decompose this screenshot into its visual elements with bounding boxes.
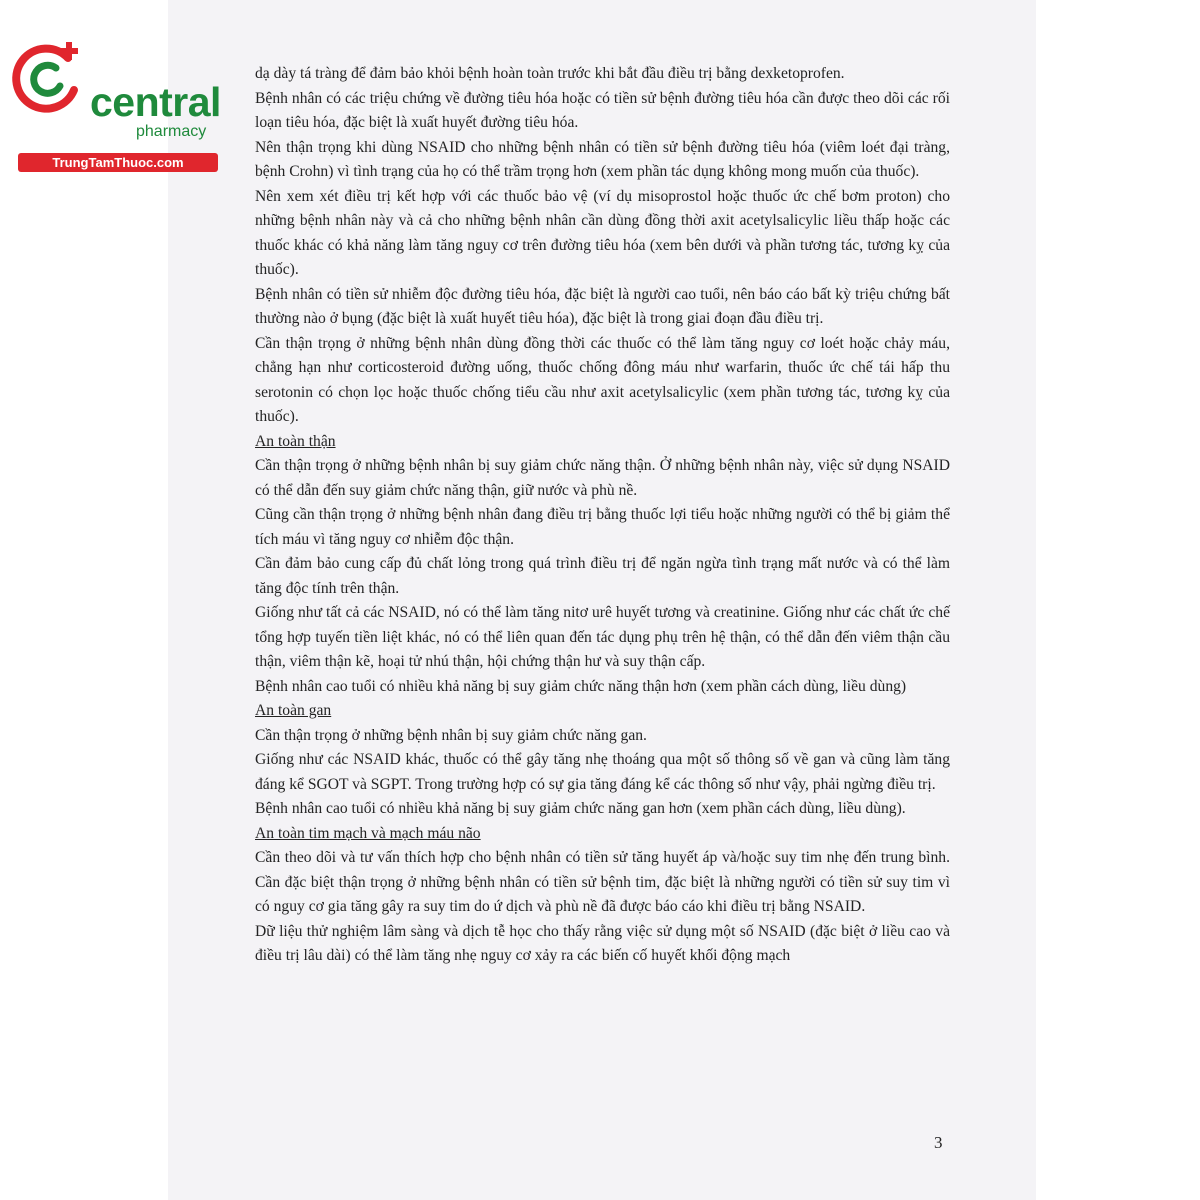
brand-name: central bbox=[90, 79, 221, 125]
paragraph: Bệnh nhân có tiền sử nhiễm độc đường tiêu hóa, đặc biệt là người cao tuổi, nên báo cáo bất kỳ triệu chứng bất thường nào ở bụng (đặc biệt là xuất huyết tiêu hóa), đặc biệt là trong giai đoạn đầu điều trị. bbox=[255, 285, 950, 327]
paragraph: Cần theo dõi và tư vấn thích hợp cho bệnh nhân có tiền sử tăng huyết áp và/hoặc suy tim nhẹ đến trung bình. Cần đặc biệt thận trọng ở những bệnh nhân có tiền sử bệnh tim, đặc biệt là những người có tiền sử suy tim vì có nguy cơ gia tăng gây ra suy tim do ứ dịch và phù nề đã được báo cáo khi điều trị bằng NSAID. bbox=[255, 849, 950, 915]
paragraph: Bệnh nhân cao tuổi có nhiều khả năng bị suy giảm chức năng thận hơn (xem phần cách dùng, liều dùng) bbox=[255, 677, 907, 695]
brand-url[interactable]: TrungTamThuoc.com bbox=[18, 153, 218, 172]
paragraph: dạ dày tá tràng để đảm bảo khỏi bệnh hoàn toàn trước khi bắt đầu điều trị bằng dexketoprofen. bbox=[255, 65, 845, 82]
paragraph: Cũng cần thận trọng ở những bệnh nhân đang điều trị bằng thuốc lợi tiểu hoặc những người có thể bị giảm thể tích máu vì tăng nguy cơ nhiễm độc thận. bbox=[255, 506, 950, 548]
paragraph: Giống như các NSAID khác, thuốc có thể gây tăng nhẹ thoáng qua một số thông số về gan và cũng làm tăng đáng kể SGOT và SGPT. Trong trường hợp có sự gia tăng đáng kể các thông số như vậy, phải ngừng điều trị. bbox=[255, 751, 950, 793]
paragraph: Cần thận trọng ở những bệnh nhân dùng đồng thời các thuốc có thể làm tăng nguy cơ loét hoặc chảy máu, chẳng hạn như corticosteroid đường uống, thuốc chống đông máu như warfarin, thuốc ức chế tái hấp thu serotonin có chọn lọc hoặc thuốc chống tiểu cầu như axit acetylsalicylic (xem phần tương tác, tương kỵ của thuốc). bbox=[255, 334, 950, 425]
section-heading: An toàn thận bbox=[255, 432, 336, 450]
paragraph: Cần đảm bảo cung cấp đủ chất lỏng trong quá trình điều trị để ngăn ngừa tình trạng mất nước và có thể làm tăng độc tính trên thận. bbox=[255, 555, 950, 597]
brand-tagline: pharmacy bbox=[136, 123, 207, 140]
paragraph: Bệnh nhân cao tuổi có nhiều khả năng bị suy giảm chức năng gan hơn (xem phần cách dùng, liều dùng). bbox=[255, 800, 906, 817]
paragraph: Dữ liệu thử nghiệm lâm sàng và dịch tễ học cho thấy rằng việc sử dụng một số NSAID (đặc biệt ở liều cao và điều trị lâu dài) có thể làm tăng nhẹ nguy cơ xảy ra các biến cố huyết khối động mạch bbox=[255, 922, 950, 964]
section-heading: An toàn gan bbox=[255, 702, 332, 719]
paragraph: Cần thận trọng ở những bệnh nhân bị suy giảm chức năng gan. bbox=[255, 726, 647, 744]
paragraph: Nên xem xét điều trị kết hợp với các thuốc bảo vệ (ví dụ misoprostol hoặc thuốc ức chế bơm proton) cho những bệnh nhân này và cả cho những bệnh nhân cần dùng đồng thời axit acetylsalicylic liều thấp hoặc các thuốc khác có khả năng làm tăng nguy cơ trên đường tiêu hóa (xem bên dưới và phần tương tác, tương kỵ của thuốc). bbox=[255, 187, 950, 278]
section-heading: An toàn tim mạch và mạch máu não bbox=[255, 824, 481, 842]
document-body bbox=[255, 62, 950, 969]
paragraph: Cần thận trọng ở những bệnh nhân bị suy giảm chức năng thận. Ở những bệnh nhân này, việc sử dụng NSAID có thể dẫn đến suy giảm chức năng thận, giữ nước và phù nề. bbox=[255, 457, 950, 499]
paragraph: Giống như tất cả các NSAID, nó có thể làm tăng nitơ urê huyết tương và creatinine. Giống như các chất ức chế tổng hợp tuyến tiền liệt khác, nó có thể liên quan đến tác dụng phụ trên hệ thận, có thể dẫn đến viêm thận cầu thận, viêm thận kẽ, hoại tử nhú thận, hội chứng thận hư và suy thận cấp. bbox=[255, 604, 950, 670]
page-number: 3 bbox=[934, 1133, 943, 1152]
brand-logo[interactable] bbox=[8, 36, 221, 170]
paragraph: Nên thận trọng khi dùng NSAID cho những bệnh nhân có tiền sử bệnh đường tiêu hóa (viêm loét đại tràng, bệnh Crohn) vì tình trạng của họ có thể trầm trọng hơn (xem phần tác dụng không mong muốn của thuốc). bbox=[255, 138, 950, 180]
paragraph: Bệnh nhân có các triệu chứng về đường tiêu hóa hoặc có tiền sử bệnh đường tiêu hóa cần được theo dõi các rối loạn tiêu hóa, đặc biệt là xuất huyết đường tiêu hóa. bbox=[255, 89, 950, 131]
central-logo-icon bbox=[8, 38, 88, 118]
